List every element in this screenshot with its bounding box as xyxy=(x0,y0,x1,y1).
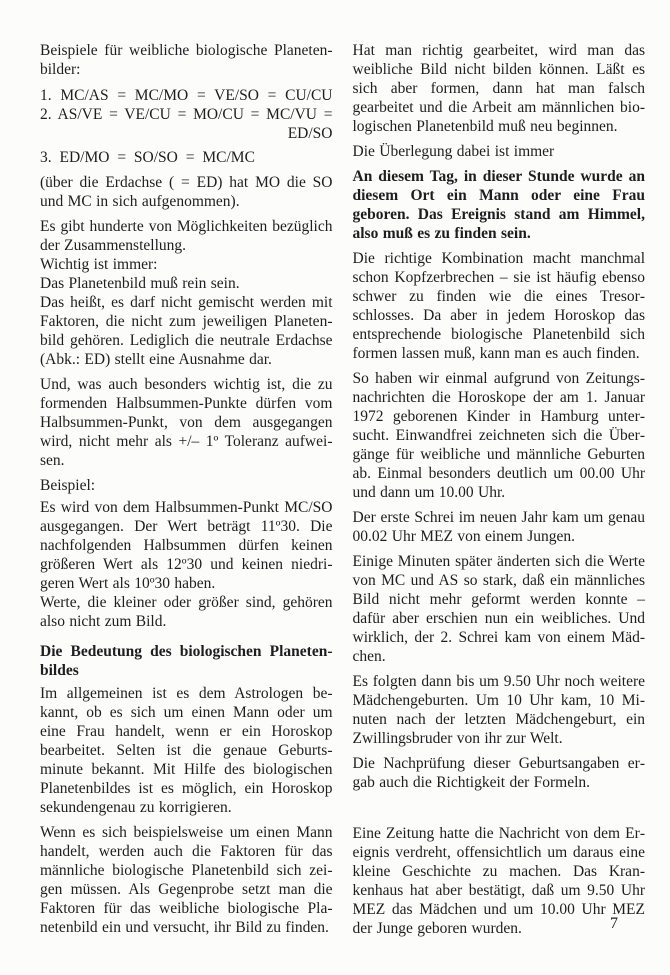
page-number: 7 xyxy=(610,915,618,932)
example-label: Beispiel: xyxy=(40,477,96,494)
meaning-paragraph-2: Wenn es sich beispielsweise um einen Mann handelt, werden auch die Faktoren für das männliche biologische Planetenbild sich zeigen müssen. Als Gegenprobe setzt man die Faktoren für das weibliche biologische Planetenbild ein und versucht, ihr Bild zu finden. xyxy=(40,824,333,936)
meaning-paragraph-1: Im allgemeinen ist es dem Astrologen bekannt, ob es sich um einen Mann oder um eine Frau handelt, wenn er ein Horoskop bearbeitet. Selten ist die genaue Geburtsminute bekannt. Mit Hilfe des biologischen Planetenbildes ist es möglich, ein Horoskop sekundengenau zu korrigieren. xyxy=(40,685,333,816)
formula-line-3: 3. ED/MO = SO/SO = MC/MC xyxy=(40,149,255,166)
rule-detail: Das heißt, es darf nicht gemischt werden mit Faktoren, die nicht zum jeweiligen Planetenbild gehören. Lediglich die neutrale Erdachse (Abk.: ED) stellt eine Ausnahme dar. xyxy=(40,294,333,368)
example-note: Werte, die kleiner oder größer sind, gehören also nicht zum Bild. xyxy=(40,594,333,630)
reasoning-principle: An diesem Tag, in dieser Stunde wurde an diesem Ort ein Mann oder eine Frau geboren. Das Ereignis stand am Himmel, also muß es zu finden sein. xyxy=(352,168,645,242)
value-change-paragraph: Einige Minuten später änderten sich die Werte von MC und AS so stark, daß ein männliches Bild nicht mehr geformt werden konnte – dafür aber erschien nun ein weibliches. Und wirklich, der 2. Schrei kam von einem Mädchen. xyxy=(352,553,645,665)
verification-paragraph: Die Nachprüfung dieser Geburtsangaben ergab auch die Richtigkeit der Formeln. xyxy=(352,755,645,791)
further-births-paragraph: Es folgten dann bis um 9.50 Uhr noch weitere Mädchengeburten. Um 10 Uhr kam, 10 Minuten nach der letzten Mädchengeburt, ein Zwillingsbruder von ihr zur Welt. xyxy=(352,673,645,747)
rule-statement: Das Planetenbild muß rein sein. xyxy=(40,275,240,292)
parenthetical-note: (über die Erdachse ( = ED) hat MO die SO und MC in sich aufgenommen). xyxy=(40,174,333,210)
tolerance-paragraph: Und, was auch besonders wichtig ist, die zu formenden Halbsummen-Punkte dürfen vom Halbsummen-Punkt, von dem ausgegangen wird, nicht mehr als +/– 1º Toleranz aufweisen. xyxy=(40,376,333,469)
first-cry-paragraph: Der erste Schrei im neuen Jahr kam um genau 00.02 Uhr MEZ von einem Jungen. xyxy=(352,509,645,545)
right-column xyxy=(353,41,646,938)
check-result-paragraph: Hat man richtig gearbeitet, wird man das weibliche Bild nicht bilden können. Läßt es sich aber formen, dann hat man falsch gearbeitet und die Arbeit am männlichen biologischen Planetenbild muß neu beginnen. xyxy=(352,42,645,135)
example-text: Es wird von dem Halbsummen-Punkt MC/SO ausgegangen. Der Wert beträgt 11º30. Die nachfolgenden Halbsummen dürfen keinen größeren Wert als 12º30 und keinen niedrigeren Wert als 10º30 haben. xyxy=(40,499,333,592)
possibilities-paragraph: Es gibt hunderte von Möglichkeiten bezüglich der Zusammenstellung. xyxy=(40,218,333,254)
formula-line-2-continuation: ED/SO xyxy=(287,125,333,142)
intro-paragraph: Beispiele für weibliche biologische Planetenbilder: xyxy=(40,42,333,78)
formula-list xyxy=(40,86,333,167)
left-column xyxy=(40,41,333,938)
formula-line-1: 1. MC/AS = MC/MO = VE/SO = CU/CU xyxy=(40,87,333,104)
hamburg-study-paragraph: So haben wir einmal aufgrund von Zeitungsnachrichten die Horoskope der am 1. Januar 1972 geborenen Kinder in Hamburg untersucht. Einwandfrei zeichneten sich die Übergänge für weibliche und männliche Geburten ab. Einmal besonders deutlich um 00.00 Uhr und dann um 10.00 Uhr. xyxy=(352,370,645,501)
reasoning-intro: Die Überlegung dabei ist immer xyxy=(352,143,555,160)
combination-paragraph: Die richtige Kombination macht manchmal schon Kopfzerbrechen – sie ist häufig ebenso schwer zu finden wie die eines Tresorschlosses. Da aber in jedem Horoskop das entsprechende biologische Planetenbild sich formen lassen muß, kann man es auch finden. xyxy=(352,250,645,362)
section-heading: Die Bedeutung des biologischen Planetenbildes xyxy=(40,643,333,679)
important-label: Wichtig ist immer: xyxy=(40,256,158,273)
formula-line-2: 2. AS/VE = VE/CU = MO/CU = MC/VU = xyxy=(40,106,333,123)
newspaper-report-paragraph: Eine Zeitung hatte die Nachricht von dem Ereignis verdreht, offensichtlich um daraus eine kleine Geschichte zu machen. Das Krankenhaus hat aber bestätigt, daß um 9.50 Uhr MEZ das Mädchen und um 10.00 Uhr MEZ der Junge geboren wurden. xyxy=(352,825,645,937)
